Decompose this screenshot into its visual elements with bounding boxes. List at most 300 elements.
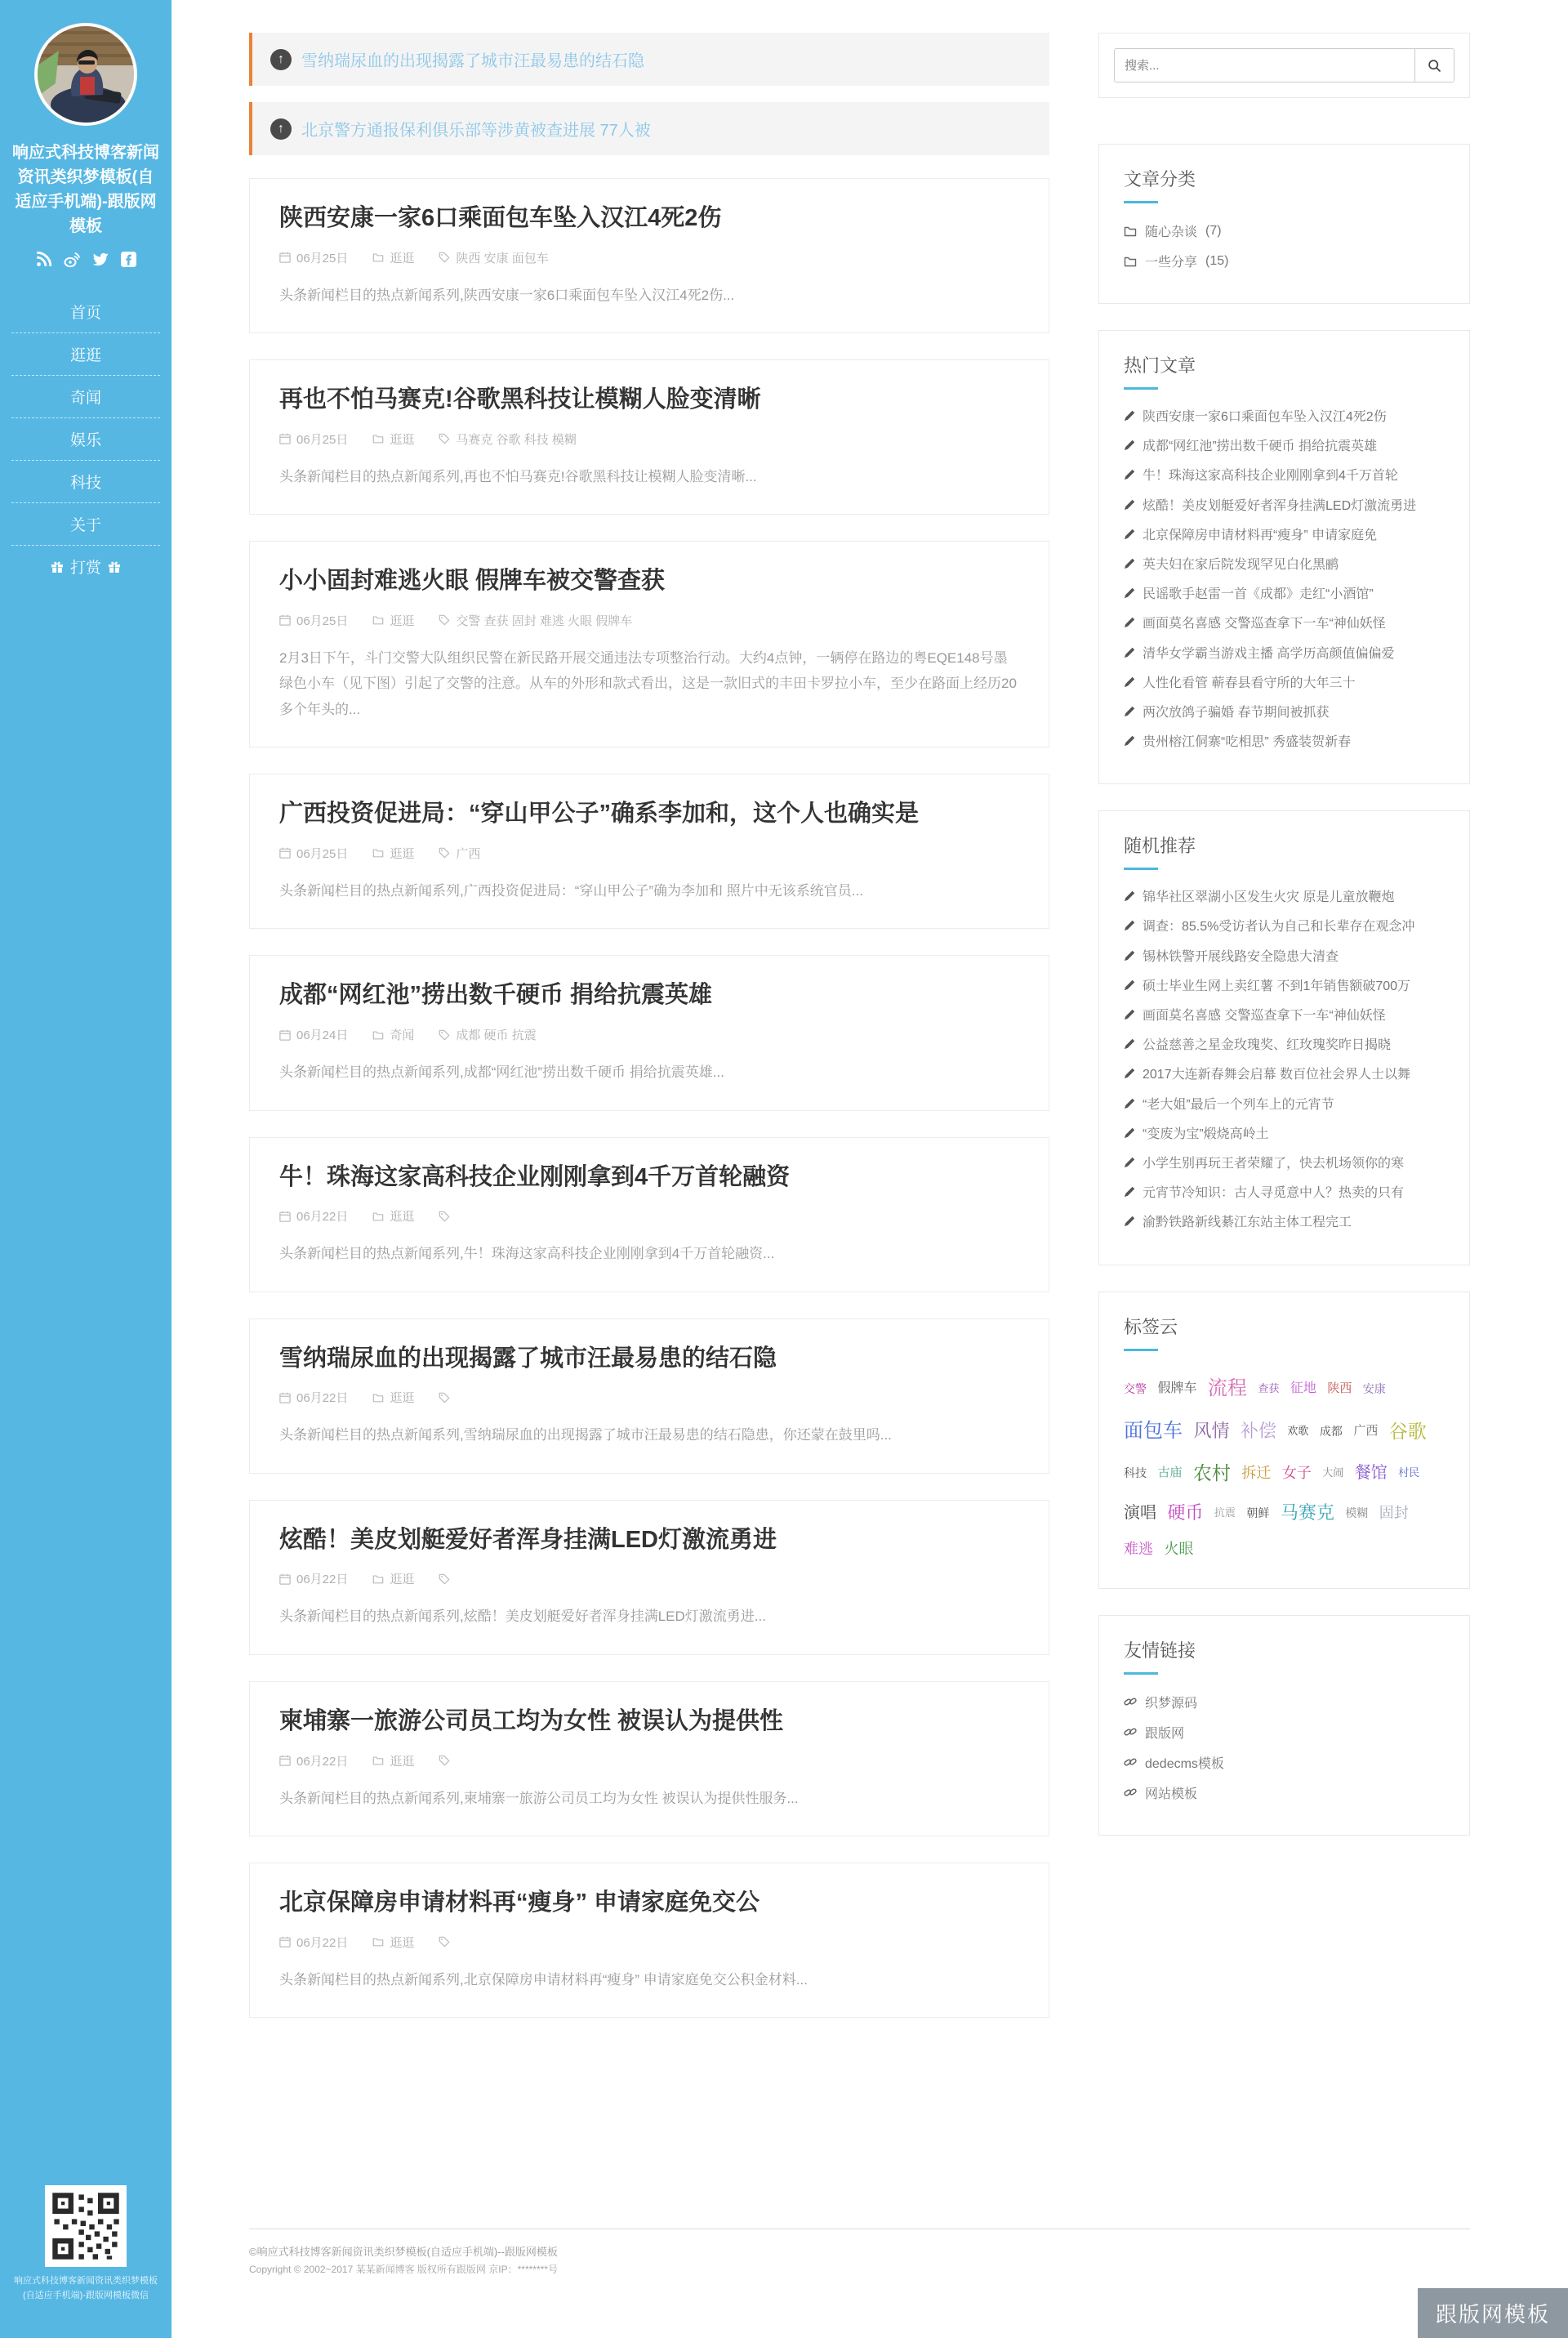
friend-link-label: dedecms模板 xyxy=(1145,1756,1224,1771)
tag-icon xyxy=(439,252,450,263)
article-date-text: 06月25日 xyxy=(296,614,349,628)
hot-article-label: 两次放鸽子骗婚 春节期间被抓获 xyxy=(1143,705,1330,720)
article-date xyxy=(279,1026,348,1043)
pencil-icon xyxy=(1124,647,1135,658)
article-date xyxy=(279,845,348,862)
pencil-icon xyxy=(1124,529,1135,540)
random-article-link[interactable] xyxy=(1124,1095,1445,1114)
random-article-link[interactable] xyxy=(1124,1154,1445,1173)
article-title[interactable]: 牛！珠海这家高科技企业刚刚拿到4千万首轮融资 xyxy=(279,1163,791,1190)
pencil-icon xyxy=(1124,410,1135,422)
tag-link[interactable]: 固封 xyxy=(1379,1504,1409,1521)
article-summary: 头条新闻栏目的热点新闻系列,北京保障房申请材料再“瘦身” 申请家庭免交公积金材料... xyxy=(279,1971,808,1988)
tag-icon xyxy=(439,1573,450,1585)
pencil-icon xyxy=(1124,469,1135,480)
article-tags[interactable] xyxy=(439,1573,456,1585)
article-category-text: 奇闻 xyxy=(390,1028,415,1043)
search-icon xyxy=(1428,59,1441,73)
article-tags[interactable] xyxy=(439,1392,456,1403)
article-date xyxy=(279,1207,348,1225)
qr-caption: 响应式科技博客新闻资讯类织梦模板(自适应手机端)-跟版网模板微信 xyxy=(14,2275,158,2301)
gift-icon xyxy=(108,560,121,573)
announcement-bar xyxy=(249,102,1049,155)
pencil-icon xyxy=(1124,706,1135,717)
chain-link-icon xyxy=(1124,1756,1137,1769)
folder-icon xyxy=(372,433,384,444)
article-summary: 头条新闻栏目的热点新闻系列,广西投资促进局：“穿山甲公子”确为李加和 照片中无该系统官员... xyxy=(279,882,863,899)
article-date-text: 06月22日 xyxy=(296,1754,349,1769)
pencil-icon xyxy=(1124,890,1135,902)
random-article-label: 小学生别再玩王者荣耀了，快去机场领你的寒 xyxy=(1143,1156,1405,1171)
calendar-icon xyxy=(279,1755,291,1766)
tag-link[interactable]: 欢歌 xyxy=(1287,1424,1309,1437)
article-summary: 头条新闻栏目的热点新闻系列,牛！珠海这家高科技企业刚刚拿到4千万首轮融资... xyxy=(279,1246,775,1262)
article-date-text: 06月24日 xyxy=(296,1028,349,1043)
folder-icon xyxy=(372,1392,384,1403)
tag-link[interactable]: 古庙 xyxy=(1157,1465,1183,1479)
article-card xyxy=(249,1681,1049,1836)
article-date xyxy=(279,431,348,448)
hot-article-label: 民谣歌手赵雷一首《成都》走红“小酒馆” xyxy=(1143,587,1374,602)
pencil-icon xyxy=(1124,1216,1135,1227)
tag-link[interactable]: 陕西 xyxy=(1327,1381,1352,1395)
tag-icon xyxy=(439,1029,450,1041)
footer-copyright-line1: ©响应式科技博客新闻资讯类织梦模板(自适应手机端)--跟版网模板 xyxy=(249,2246,558,2258)
hot-articles-list xyxy=(1124,408,1445,752)
folder-icon xyxy=(372,1573,384,1585)
tag-link[interactable]: 科技 xyxy=(1124,1466,1147,1479)
article-card xyxy=(249,178,1049,333)
article-category[interactable] xyxy=(372,845,414,862)
friend-link-label: 网站模板 xyxy=(1145,1787,1198,1801)
tag-link[interactable]: 拆迁 xyxy=(1241,1464,1272,1481)
random-article-label: 调查：85.5%受访者认为自己和长辈存在观念冲 xyxy=(1143,920,1415,935)
article-title[interactable]: 陕西安康一家6口乘面包车坠入汉江4死2伤 xyxy=(279,205,722,231)
article-date xyxy=(279,1752,348,1769)
article-tags[interactable] xyxy=(439,1755,456,1766)
tag-link[interactable]: 抗震 xyxy=(1214,1506,1236,1519)
sidebar-nav-list xyxy=(0,291,172,546)
folder-icon xyxy=(372,1211,384,1222)
random-articles-list xyxy=(1124,888,1445,1232)
pencil-icon xyxy=(1124,1038,1135,1050)
random-article-label: “老大姐”最后一个列车上的元宵节 xyxy=(1143,1097,1334,1112)
friend-link[interactable] xyxy=(1124,1783,1445,1802)
search-box xyxy=(1114,48,1454,83)
categories-widget-title: 文章分类 xyxy=(1124,166,1445,203)
qr-block xyxy=(0,2185,172,2304)
folder-icon xyxy=(372,1755,384,1766)
friend-link[interactable] xyxy=(1124,1723,1445,1742)
tag-link[interactable]: 演唱 xyxy=(1124,1503,1156,1522)
hot-article-label: 牛！珠海这家高科技企业刚刚拿到4千万首轮 xyxy=(1143,469,1398,484)
category-list xyxy=(1124,221,1445,270)
random-article-link[interactable] xyxy=(1124,1006,1445,1025)
hot-article-link[interactable] xyxy=(1124,674,1445,693)
calendar-icon xyxy=(279,1392,291,1403)
sidebar-nav-item[interactable]: 娱乐 xyxy=(11,418,160,461)
hot-article-label: 成都“网红池”捞出数千硬币 捐给抗震英雄 xyxy=(1143,439,1378,454)
article-title[interactable]: 雪纳瑞尿血的出现揭露了城市汪最易患的结石隐 xyxy=(279,1345,777,1372)
pencil-icon xyxy=(1124,1127,1135,1139)
article-category-text: 逛逛 xyxy=(390,1935,415,1950)
article-category-text: 逛逛 xyxy=(390,614,415,628)
footer-copyright-line2: Copyright © 2002~2017 某某新闻博客 版权所有跟版网 京IP：********号 xyxy=(249,2264,558,2276)
pencil-icon xyxy=(1124,1009,1135,1020)
search-widget xyxy=(1098,33,1470,98)
random-article-label: 渝黔铁路新线綦江东站主体工程完工 xyxy=(1143,1216,1352,1230)
article-tags-text: 广西 xyxy=(456,846,481,861)
random-article-link[interactable] xyxy=(1124,1065,1445,1084)
article-tags[interactable] xyxy=(439,431,577,448)
article-category-text: 逛逛 xyxy=(390,432,415,447)
article-category-text: 逛逛 xyxy=(390,1754,415,1769)
calendar-icon xyxy=(279,252,291,263)
article-meta xyxy=(279,249,1019,266)
article-tags-text: 马赛克 谷歌 科技 模糊 xyxy=(456,432,577,447)
random-article-label: 锦华社区翠湖小区发生火灾 原是儿童放鞭炮 xyxy=(1143,890,1395,905)
article-meta xyxy=(279,1389,1019,1406)
random-article-link[interactable] xyxy=(1124,917,1445,936)
article-date-text: 06月22日 xyxy=(296,1391,349,1406)
tag-link[interactable]: 征地 xyxy=(1290,1381,1316,1395)
article-category[interactable] xyxy=(372,1389,414,1406)
pencil-icon xyxy=(1124,735,1135,747)
article-tags[interactable] xyxy=(439,1936,456,1948)
article-meta xyxy=(279,612,1019,629)
arrow-up-icon: ↑ xyxy=(270,118,292,140)
pencil-icon xyxy=(1124,676,1135,688)
sidebar-donate-button[interactable] xyxy=(11,546,160,587)
friend-links-list xyxy=(1124,1693,1445,1802)
random-article-link[interactable] xyxy=(1124,1036,1445,1055)
tag-link[interactable]: 农村 xyxy=(1192,1461,1231,1484)
random-article-label: 公益慈善之星金玫瑰奖、红玫瑰奖昨日揭晓 xyxy=(1143,1038,1392,1053)
tag-link[interactable]: 马赛克 xyxy=(1280,1501,1334,1523)
hot-article-link[interactable] xyxy=(1124,497,1445,515)
article-category-text: 逛逛 xyxy=(390,1391,415,1406)
random-article-label: 元宵节冷知识：古人寻觅意中人？热卖的只有 xyxy=(1143,1186,1405,1201)
article-title[interactable]: 再也不怕马赛克!谷歌黑科技让模糊人脸变清晰 xyxy=(279,386,761,413)
donate-label: 打赏 xyxy=(69,560,101,577)
article-category[interactable] xyxy=(372,1207,414,1225)
article-category[interactable] xyxy=(372,1570,414,1587)
site-title: 响应式科技博客新闻资讯类织梦模板(自适应手机端)-跟版网模板 xyxy=(12,144,159,235)
article-summary: 头条新闻栏目的热点新闻系列,炫酷！美皮划艇爱好者浑身挂满LED灯激流勇进... xyxy=(279,1608,766,1625)
tag-link[interactable]: 村民 xyxy=(1398,1466,1420,1479)
article-tags[interactable] xyxy=(439,845,480,862)
hot-article-label: 英夫妇在家后院发现罕见白化黑鹂 xyxy=(1143,557,1339,572)
announcement-link[interactable]: 北京警方通报保利俱乐部等涉黄被查进展 77人被 xyxy=(301,122,651,140)
folder-icon xyxy=(372,1029,384,1041)
calendar-icon xyxy=(279,433,291,444)
weibo-icon[interactable] xyxy=(64,252,80,268)
pencil-icon xyxy=(1124,1098,1135,1109)
social-links xyxy=(0,252,172,268)
hot-article-label: 画面莫名喜感 交警巡查拿下一车“神仙妖怪 xyxy=(1143,617,1386,631)
search-input[interactable] xyxy=(1115,49,1414,82)
random-article-link[interactable] xyxy=(1124,1213,1445,1232)
tag-link[interactable]: 流程 xyxy=(1207,1376,1247,1399)
article-title[interactable]: 小小固封难逃火眼 假牌车被交警查获 xyxy=(279,568,666,595)
chain-link-icon xyxy=(1124,1786,1137,1799)
article-date xyxy=(279,1570,348,1587)
article-category[interactable] xyxy=(372,431,414,448)
article-category[interactable] xyxy=(372,1752,414,1769)
tag-icon xyxy=(439,1936,450,1948)
hot-article-link[interactable] xyxy=(1124,585,1445,604)
article-tags[interactable] xyxy=(439,1211,456,1222)
article-date-text: 06月25日 xyxy=(296,432,349,447)
calendar-icon xyxy=(279,1573,291,1585)
pencil-icon xyxy=(1124,1068,1135,1079)
friend-link[interactable] xyxy=(1124,1693,1445,1711)
article-category[interactable] xyxy=(372,612,414,629)
announcement-bar xyxy=(249,33,1049,86)
article-tags-text: 交警 查获 固封 难逃 火眼 假牌车 xyxy=(456,614,633,628)
tag-link[interactable]: 硬币 xyxy=(1167,1501,1204,1523)
hot-article-label: 贵州榕江侗寨“吃相思” 秀盛装贺新春 xyxy=(1143,735,1352,750)
article-card xyxy=(249,1500,1049,1655)
hot-article-label: 北京保障房申请材料再“瘦身” 申请家庭免 xyxy=(1143,528,1378,542)
article-tags[interactable] xyxy=(439,1026,536,1043)
category-count: (15) xyxy=(1205,253,1229,268)
sidebar-nav-item[interactable]: 奇闻 xyxy=(11,376,160,418)
categories-widget xyxy=(1098,144,1470,304)
hot-article-link[interactable] xyxy=(1124,733,1445,752)
article-date xyxy=(279,1389,348,1406)
friend-link-label: 织梦源码 xyxy=(1145,1696,1198,1711)
article-meta xyxy=(279,1570,1019,1587)
calendar-icon xyxy=(279,1029,291,1041)
announcement-list xyxy=(249,33,1049,155)
article-summary: 头条新闻栏目的热点新闻系列,柬埔寨一旅游公司员工均为女性 被误认为提供性服务... xyxy=(279,1790,799,1806)
article-summary: 头条新闻栏目的热点新闻系列,陕西安康一家6口乘面包车坠入汉江4死2伤... xyxy=(279,287,735,303)
random-article-label: 硕士毕业生网上卖红薯 不到1年销售额破700万 xyxy=(1143,979,1411,993)
article-date-text: 06月22日 xyxy=(296,1573,349,1587)
article-tags-text: 陕西 安康 面包车 xyxy=(456,251,549,265)
article-title[interactable]: 柬埔寨一旅游公司员工均为女性 被误认为提供性 xyxy=(279,1707,784,1734)
tag-icon xyxy=(439,614,450,626)
pencil-icon xyxy=(1124,558,1135,569)
article-title[interactable]: 广西投资促进局：“穿山甲公子”确系李加和，这个人也确实是 xyxy=(279,801,920,828)
article-category[interactable] xyxy=(372,1934,414,1951)
article-category-text: 逛逛 xyxy=(390,1573,415,1587)
random-article-label: 画面莫名喜感 交警巡查拿下一车“神仙妖怪 xyxy=(1143,1009,1386,1023)
random-article-link[interactable] xyxy=(1124,1125,1445,1144)
random-articles-title: 随机推荐 xyxy=(1124,832,1445,870)
article-summary: 头条新闻栏目的热点新闻系列,再也不怕马赛克!谷歌黑科技让模糊人脸变清晰... xyxy=(279,468,757,484)
category-label: 随心杂谈 xyxy=(1145,225,1198,239)
hot-article-link[interactable] xyxy=(1124,437,1445,456)
article-tags-text: 成都 硬币 抗震 xyxy=(456,1028,537,1043)
article-tags[interactable] xyxy=(439,249,548,266)
article-title[interactable]: 北京保障房申请材料再“瘦身” 申请家庭免交公 xyxy=(279,1890,760,1916)
tag-link[interactable]: 假牌车 xyxy=(1157,1381,1197,1395)
sidebar-nav-item[interactable]: 逛逛 xyxy=(11,333,160,376)
article-card xyxy=(249,1318,1049,1474)
folder-icon xyxy=(1124,255,1137,268)
left-sidebar xyxy=(0,0,172,2338)
pencil-icon xyxy=(1124,1157,1135,1168)
article-category[interactable] xyxy=(372,1026,414,1043)
article-meta xyxy=(279,1207,1019,1225)
friend-link-label: 跟版网 xyxy=(1145,1726,1185,1741)
main-content xyxy=(249,33,1049,2044)
pencil-icon xyxy=(1124,499,1135,511)
article-card xyxy=(249,1863,1049,2018)
random-articles-widget xyxy=(1098,810,1470,1265)
friend-links-title: 友情链接 xyxy=(1124,1637,1445,1675)
folder-icon xyxy=(372,1936,384,1948)
pencil-icon xyxy=(1124,587,1135,599)
article-category-text: 逛逛 xyxy=(390,1210,415,1225)
article-card xyxy=(249,1137,1049,1292)
pencil-icon xyxy=(1124,920,1135,931)
hot-article-link[interactable] xyxy=(1124,614,1445,633)
random-article-label: 2017大连新春舞会启幕 数百位社会界人士以舞 xyxy=(1143,1068,1411,1082)
hot-article-label: 人性化看管 蕲春县看守所的大年三十 xyxy=(1143,676,1356,690)
article-category[interactable] xyxy=(372,249,414,266)
rss-icon[interactable] xyxy=(36,252,51,268)
article-date xyxy=(279,1934,348,1951)
category-link[interactable] xyxy=(1124,221,1445,240)
avatar-image xyxy=(38,26,134,123)
tag-link[interactable]: 模糊 xyxy=(1345,1506,1369,1519)
calendar-icon xyxy=(279,1211,291,1222)
article-title[interactable]: 成都“网红池”捞出数千硬币 捐给抗震英雄 xyxy=(279,982,713,1009)
chain-link-icon xyxy=(1124,1725,1137,1738)
tag-link[interactable]: 查获 xyxy=(1258,1381,1280,1394)
calendar-icon xyxy=(279,847,291,859)
hot-article-link[interactable] xyxy=(1124,466,1445,485)
pencil-icon xyxy=(1124,617,1135,628)
tag-link[interactable]: 谷歌 xyxy=(1388,1420,1427,1442)
article-title[interactable]: 炫酷！美皮划艇爱好者浑身挂满LED灯激流勇进 xyxy=(279,1526,777,1553)
announcement-link[interactable]: 雪纳瑞尿血的出现揭露了城市汪最易患的结石隐 xyxy=(301,52,644,70)
hot-article-link[interactable] xyxy=(1124,645,1445,663)
sidebar-nav-item[interactable]: 关于 xyxy=(11,503,160,546)
article-date xyxy=(279,612,348,629)
facebook-icon[interactable] xyxy=(121,252,136,268)
hot-article-link[interactable] xyxy=(1124,703,1445,722)
sidebar-nav-item[interactable]: 科技 xyxy=(11,461,160,503)
hot-article-link[interactable] xyxy=(1124,555,1445,574)
friend-link[interactable] xyxy=(1124,1753,1445,1772)
folder-icon xyxy=(372,614,384,626)
tag-link[interactable]: 广西 xyxy=(1353,1423,1379,1438)
tag-icon xyxy=(439,433,450,444)
article-summary: 头条新闻栏目的热点新闻系列,雪纳瑞尿血的出现揭露了城市汪最易患的结石隐患，你还蒙在鼓里吗... xyxy=(279,1427,892,1443)
footer xyxy=(249,2229,1470,2279)
pencil-icon xyxy=(1124,979,1135,991)
article-date-text: 06月22日 xyxy=(296,1210,349,1225)
pencil-icon xyxy=(1124,950,1135,962)
tag-link[interactable]: 餐馆 xyxy=(1354,1463,1388,1482)
random-article-label: 锡林铁警开展线路安全隐患大清查 xyxy=(1143,949,1339,964)
article-card xyxy=(249,774,1049,929)
folder-icon xyxy=(372,847,384,859)
tag-link[interactable]: 难逃 xyxy=(1124,1540,1153,1557)
avatar xyxy=(34,23,137,126)
arrow-up-icon: ↑ xyxy=(270,49,292,70)
tag-icon xyxy=(439,1755,450,1766)
chain-link-icon xyxy=(1124,1695,1137,1708)
article-category-text: 逛逛 xyxy=(390,251,415,265)
gift-icon xyxy=(51,560,64,573)
tag-link[interactable]: 安康 xyxy=(1362,1381,1386,1395)
article-date xyxy=(279,249,348,266)
article-card xyxy=(249,359,1049,515)
article-card xyxy=(249,955,1049,1110)
hot-article-link[interactable] xyxy=(1124,526,1445,545)
tag-link[interactable]: 交警 xyxy=(1124,1381,1147,1395)
tag-link[interactable]: 补偿 xyxy=(1240,1420,1276,1441)
tag-link[interactable]: 火眼 xyxy=(1164,1540,1194,1557)
calendar-icon xyxy=(279,1936,291,1948)
hot-article-link[interactable] xyxy=(1124,408,1445,426)
category-label: 一些分享 xyxy=(1145,256,1198,270)
article-meta xyxy=(279,431,1019,448)
hot-article-label: 陕西安康一家6口乘面包车坠入汉江4死2伤 xyxy=(1143,410,1387,424)
tag-link[interactable]: 风情 xyxy=(1193,1420,1230,1441)
folder-icon xyxy=(1124,225,1137,238)
category-count: (7) xyxy=(1205,223,1222,238)
pencil-icon xyxy=(1124,439,1135,451)
random-article-link[interactable] xyxy=(1124,977,1445,996)
tag-cloud-title: 标签云 xyxy=(1124,1314,1445,1351)
folder-icon xyxy=(372,252,384,263)
tag-icon xyxy=(439,847,450,859)
article-meta xyxy=(279,1934,1019,1951)
article-list xyxy=(249,178,1049,2018)
category-link[interactable] xyxy=(1124,252,1445,270)
tag-link[interactable]: 朝鲜 xyxy=(1246,1506,1270,1519)
article-meta xyxy=(279,845,1019,862)
tag-link[interactable]: 面包车 xyxy=(1124,1419,1183,1442)
tag-link[interactable]: 女子 xyxy=(1281,1464,1312,1481)
tag-cloud-widget xyxy=(1098,1292,1470,1589)
right-sidebar xyxy=(1098,33,1470,1862)
search-button[interactable] xyxy=(1414,49,1454,82)
hot-article-label: 炫酷！美皮划艇爱好者浑身挂满LED灯激流勇进 xyxy=(1143,498,1417,513)
tag-link[interactable]: 成都 xyxy=(1319,1424,1343,1438)
twitter-icon[interactable] xyxy=(92,252,109,268)
random-article-link[interactable] xyxy=(1124,1184,1445,1202)
tag-link[interactable]: 大闹 xyxy=(1322,1466,1344,1479)
article-date-text: 06月25日 xyxy=(296,846,349,861)
random-article-link[interactable] xyxy=(1124,948,1445,966)
article-category-text: 逛逛 xyxy=(390,846,415,861)
article-summary: 2月3日下午，斗门交警大队组织民警在新民路开展交通违法专项整治行动。大约4点钟，一辆停在路边的粤EQE148号墨绿色小车（见下图）引起了交警的注意。从车的外形和款式看出，这是一款旧式的丰田卡罗拉小车，至少在路面上经历20多个年头的... xyxy=(279,649,1017,717)
sidebar-nav-item[interactable]: 首页 xyxy=(11,291,160,333)
hot-articles-widget xyxy=(1098,330,1470,784)
random-article-link[interactable] xyxy=(1124,888,1445,907)
article-date-text: 06月22日 xyxy=(296,1935,349,1950)
random-article-label: “变废为宝”煅烧高岭土 xyxy=(1143,1127,1269,1141)
article-date-text: 06月25日 xyxy=(296,251,349,265)
calendar-icon xyxy=(279,614,291,626)
hot-articles-title: 热门文章 xyxy=(1124,352,1445,390)
watermark: 跟版网模板 xyxy=(1418,2288,1568,2338)
sidebar-nav xyxy=(0,291,172,587)
pencil-icon xyxy=(1124,1186,1135,1198)
article-tags[interactable] xyxy=(439,612,632,629)
tag-cloud xyxy=(1124,1369,1445,1567)
hot-article-label: 清华女学霸当游戏主播 高学历高颜值偏偏爱 xyxy=(1143,646,1395,661)
article-card xyxy=(249,541,1049,747)
friend-links-widget xyxy=(1098,1615,1470,1836)
